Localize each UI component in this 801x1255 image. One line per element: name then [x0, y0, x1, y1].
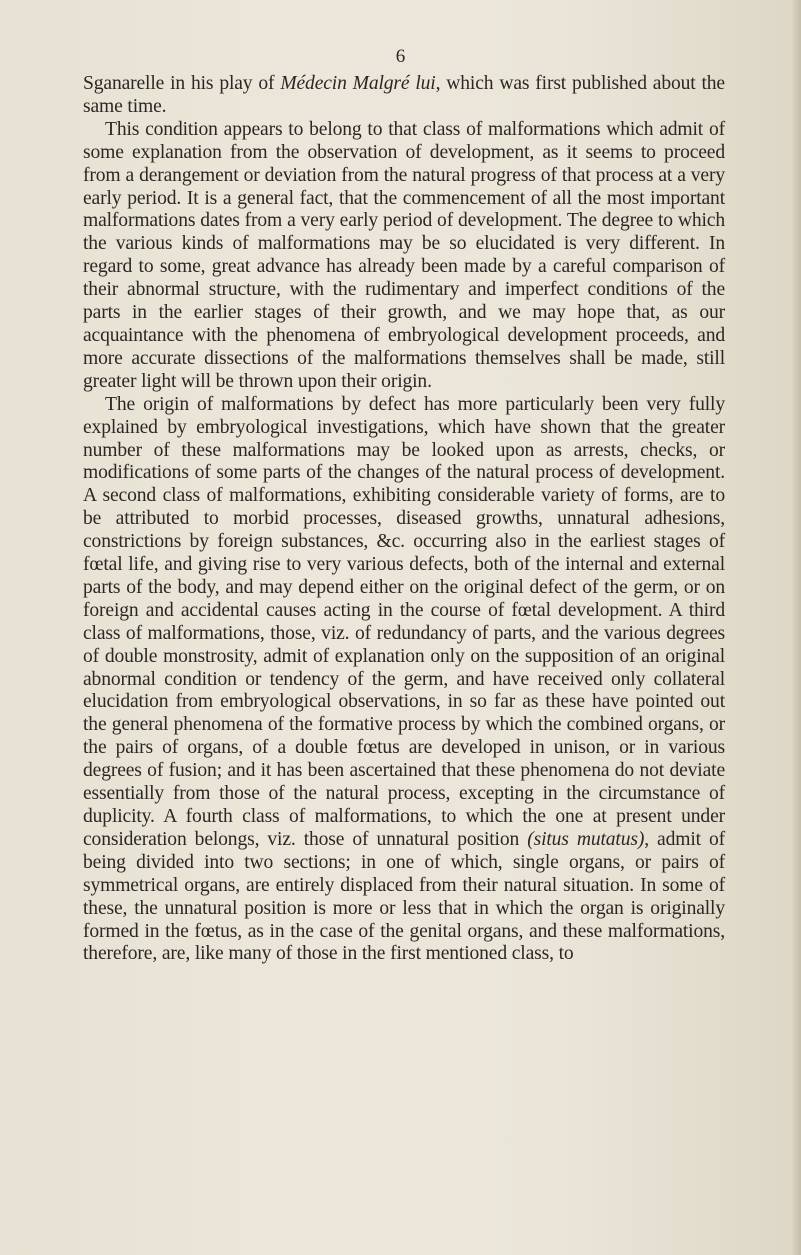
- italic-text: (situs mutatus): [527, 828, 645, 850]
- paragraph: [83, 394, 725, 967]
- paragraph: [83, 119, 725, 394]
- page-number: 6: [395, 46, 406, 67]
- text-run: This condition appears to belong to that class of malformations which admit of some explanation from the observation of development, as it seems to proceed from a derangement or deviation from the natural progress of that process at a very early period. It is a general fact, that the commencement of all the most important malformations dates from a very early period of development. The degree to which the various kinds of malformations may be so elucidated is very different. In regard to some, great advance has already been made by a careful comparison of their abnormal structure, with the rudimentary and imperfect conditions of the parts in the earlier stages of their growth, and we may hope that, as our acquaintance with the phenomena of embryological development proceeds, and more accurate dissections of the malformations themselves shall be made, still greater light will be thrown upon their origin.: [83, 118, 725, 392]
- text-run: The origin of malformations by defect has more particularly been very fully explained by embryological investigations, which have shown that the greater number of these malformations may be looked upon as arrests, checks, or modifications of some parts of the changes of the natural process of development. A second class of malformations, exhibiting considerable variety of forms, are to be attributed to morbid processes, diseased growths, unnatural adhesions, constrictions by foreign substances, &c. occurring also in the earliest stages of fœtal life, and giving rise to very various defects, both of the internal and external parts of the body, and may depend either on the original defect of the germ, or on foreign and accidental causes acting in the course of fœtal development. A third class of malformations, those, viz. of redundancy of parts, and the various degrees of double monstrosity, admit of explanation only on the supposition of an original abnormal condition or tendency of the germ, and have received only collateral elucidation from embryological observations, in so far as these have pointed out the general phenomena of the formative process by which the combined organs, or the pairs of organs, of a double fœtus are developed in unison, or in various degrees of fusion; and it has been ascertained that these phenomena do not deviate essentially from those of the natural process, excepting in the circumstance of duplicity. A fourth class of malformations, to which the one at present under consideration belongs, viz. those of unnatural position: [83, 393, 725, 850]
- body-text: [83, 73, 725, 966]
- page-edge-shadow: [791, 0, 801, 1255]
- paragraph: [83, 73, 725, 119]
- text-run: Sganarelle in his play of: [83, 73, 281, 94]
- text-run: , which was first published about the same time.: [83, 73, 725, 117]
- italic-text: Médecin Malgré lui: [280, 73, 436, 94]
- text-run: , admit of being divided into two sections; in one of which, single organs, or pairs of symmetrical organs, are entirely displaced from their natural situation. In some of these, the unnatural position is more or less that in which the organ is originally formed in the fœtus, as in the case of the genital organs, and these malformations, therefore, are, like many of those in the first mentioned class, to: [83, 828, 726, 965]
